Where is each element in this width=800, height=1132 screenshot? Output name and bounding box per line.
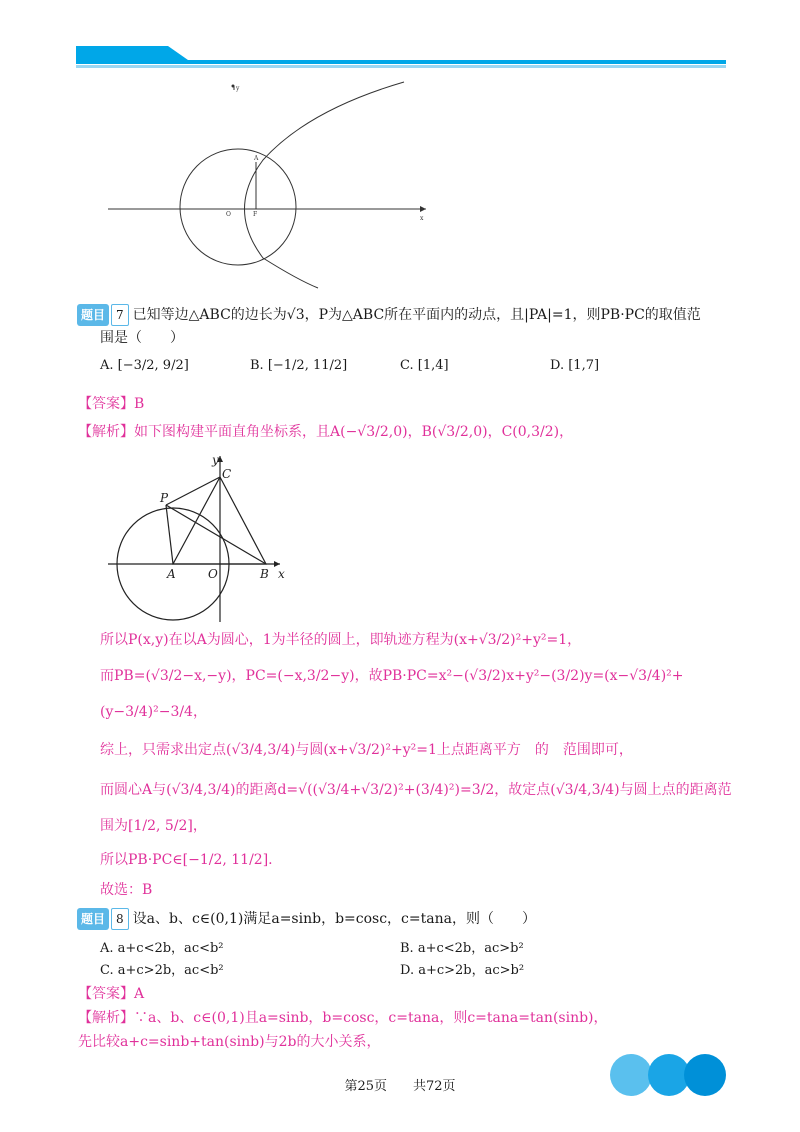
q7-analysis-line7: 围为[1/2, 5/2]，: [100, 818, 207, 834]
q8-title-badge: 题目: [77, 908, 109, 930]
q8-option-d[interactable]: D. a+c>2b，ac>b²: [400, 963, 525, 978]
q7-analysis-line5: 综上，只需求出定点(√3/4,3/4)与圆(x+√3/2)²+y²=1上点距离平方 的 范围即可，: [100, 742, 633, 758]
q8-option-a[interactable]: A. a+c<2b，ac<b²: [100, 941, 224, 956]
q7-option-c[interactable]: C. [1,4]: [400, 358, 449, 373]
q8-header: [77, 908, 536, 930]
fig2-label-o: O: [208, 567, 218, 581]
q8-option-c[interactable]: C. a+c>2b，ac<b²: [100, 963, 224, 978]
q7-stem-line2: 围是（ ）: [100, 330, 184, 346]
q8-analysis-line2: 先比较a+c=sinb+tan(sinb)与2b的大小关系，: [78, 1034, 381, 1050]
fig1-label-y: y: [236, 85, 240, 92]
fig1-label-a: A: [254, 155, 259, 162]
fig2-label-b: B: [260, 567, 269, 581]
figure-triangle-circle: [108, 450, 298, 622]
q7-analysis-line9: 故选：B: [100, 882, 153, 898]
fig1-label-o: O: [226, 211, 231, 218]
q7-number: 7: [111, 304, 129, 326]
q8-answer: 【答案】A: [78, 986, 145, 1002]
page-number: 第25页 共72页: [344, 1079, 456, 1094]
q7-header: [77, 304, 701, 326]
q7-analysis-line8: 所以PB·PC∈[−1/2, 11/2].: [100, 852, 273, 868]
q7-analysis-line4: (y−3/4)²−3/4，: [100, 704, 207, 720]
q7-answer: 【答案】B: [78, 396, 145, 412]
q7-analysis-line2: 所以P(x,y)在以A为圆心，1为半径的圆上，即轨迹方程为(x+√3/2)²+y²=1，: [100, 632, 582, 648]
fig2-label-p: P: [160, 491, 169, 505]
fig2-label-c: C: [222, 467, 232, 481]
q7-analysis-line3: 而PB=(√3/2−x,−y)，PC=(−x,3/2−y)，故PB·PC=x²−(√3/2)x+y²−(3/2)y=(x−√3/4)²+: [100, 668, 684, 684]
fig2-label-x: x: [278, 567, 285, 581]
footer-dot-3: [684, 1054, 726, 1096]
fig2-label-y: y: [212, 453, 219, 467]
q7-option-b[interactable]: B. [−1/2, 11/2]: [250, 358, 348, 373]
footer-dot-1: [610, 1054, 652, 1096]
fig1-label-f: F: [253, 211, 258, 218]
q7-stem-line1: 已知等边△ABC的边长为√3，P为△ABC所在平面内的动点，且|PA|=1，则PB·PC的取值范: [132, 307, 701, 323]
fig1-label-x: x: [420, 215, 424, 222]
q8-number: 8: [111, 908, 129, 930]
q7-title-badge: 题目: [77, 304, 109, 326]
fig2-label-a: A: [167, 567, 176, 581]
q7-analysis-line6: 而圆心A与(√3/4,3/4)的距离d=√((√3/4+√3/2)²+(3/4)²)=3/2，故定点(√3/4,3/4)与圆上点的距离范: [100, 782, 732, 798]
figure-parabola-circle: [108, 80, 438, 290]
q8-stem: 设a、b、c∈(0,1)满足a=sinb，b=cosc，c=tana，则（ ）: [132, 911, 536, 927]
q7-option-a[interactable]: A. [−3/2, 9/2]: [100, 358, 189, 373]
q7-option-d[interactable]: D. [1,7]: [550, 358, 600, 373]
q8-analysis-line1: 【解析】∵a、b、c∈(0,1)且a=sinb，b=cosc，c=tana，则c=tana=tan(sinb)，: [78, 1010, 608, 1026]
header-bar: [76, 44, 726, 70]
q7-analysis-line1: 【解析】如下图构建平面直角坐标系，且A(−√3/2,0)，B(√3/2,0)，C(0,3/2)，: [78, 424, 574, 440]
q8-option-b[interactable]: B. a+c<2b，ac>b²: [400, 941, 524, 956]
